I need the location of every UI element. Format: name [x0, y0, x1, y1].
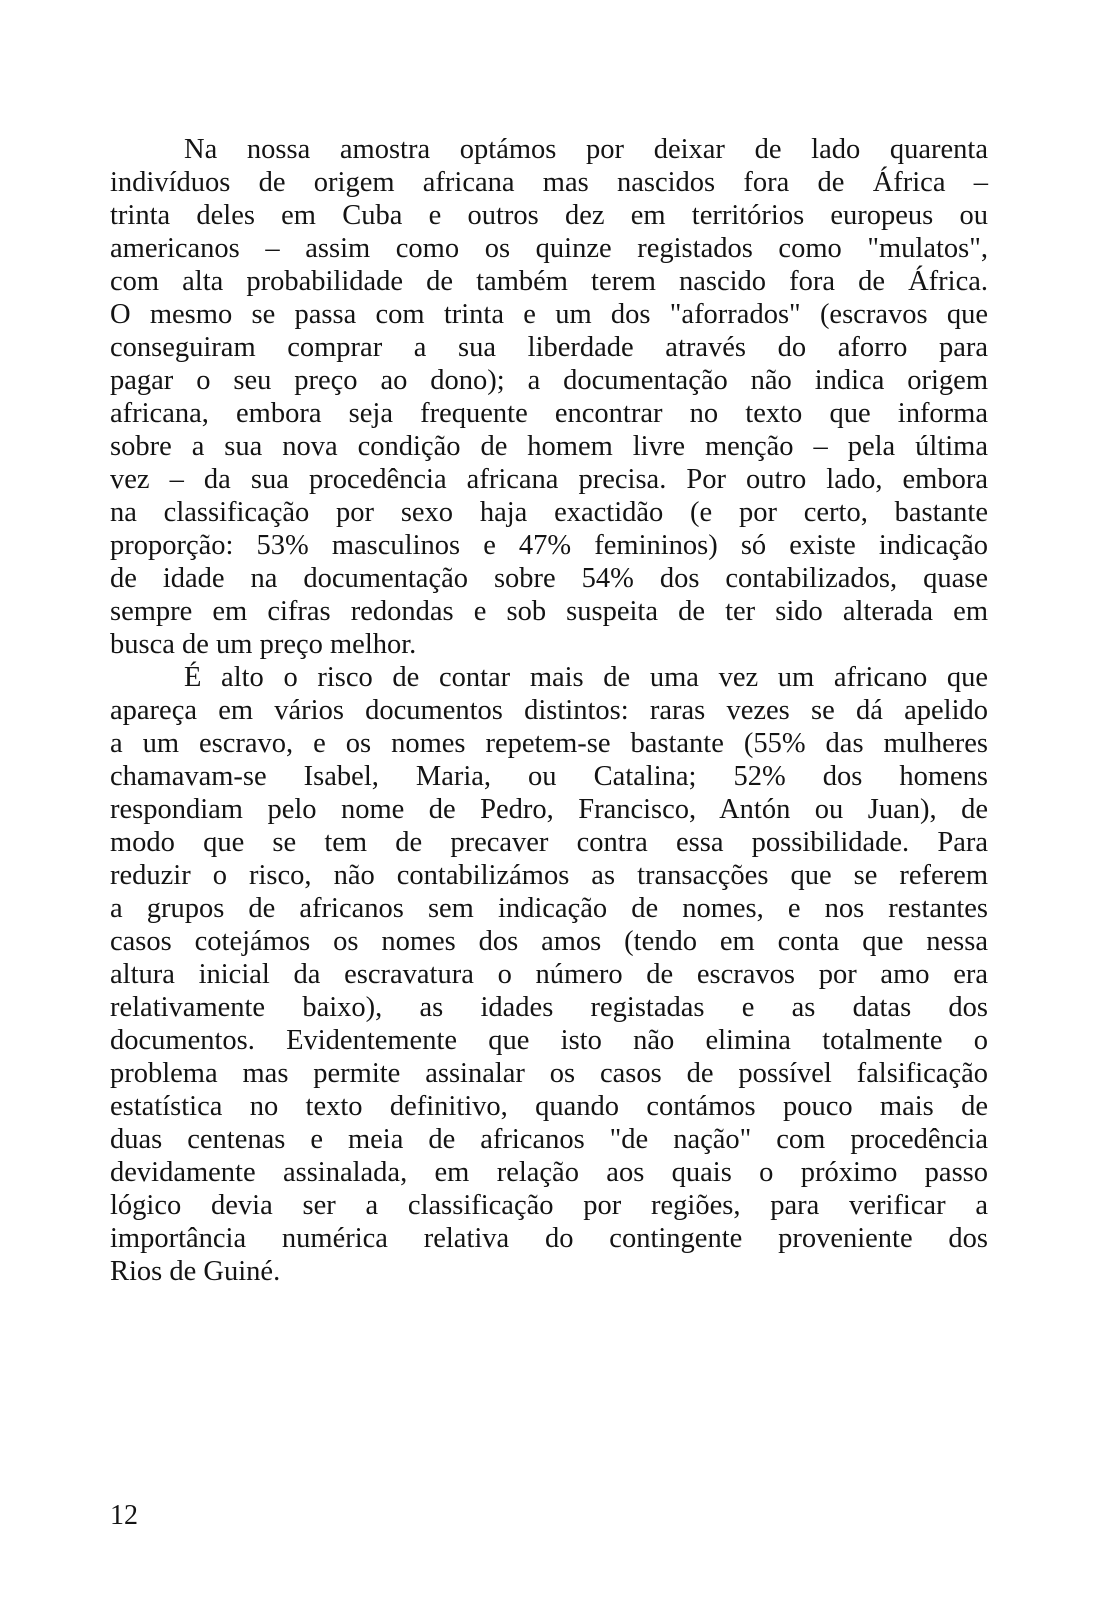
text-line: a grupos de africanos sem indicação de nomes, e nos restantes: [110, 893, 988, 924]
paragraph-1: [110, 133, 988, 661]
text-line: sobre a sua nova condição de homem livre menção – pela última: [110, 431, 988, 462]
paragraph-2: [110, 661, 988, 1288]
text-line: busca de um preço melhor.: [110, 629, 417, 660]
text-line: documentos. Evidentemente que isto não elimina totalmente o: [110, 1025, 988, 1056]
text-line: com alta probabilidade de também terem nascido fora de África.: [110, 266, 988, 297]
text-line: problema mas permite assinalar os casos de possível falsificação: [110, 1058, 988, 1089]
text-line: importância numérica relativa do contingente proveniente dos: [110, 1223, 988, 1254]
text-line: casos cotejámos os nomes dos amos (tendo em conta que nessa: [110, 926, 988, 957]
text-line: Na nossa amostra optámos por deixar de lado quarenta: [184, 134, 988, 165]
text-line: vez – da sua procedência africana precisa. Por outro lado, embora: [110, 464, 988, 495]
text-line: de idade na documentação sobre 54% dos contabilizados, quase: [110, 563, 988, 594]
text-line: trinta deles em Cuba e outros dez em territórios europeus ou: [110, 200, 988, 231]
body-text: [110, 133, 988, 1288]
text-line: proporção: 53% masculinos e 47% femininos) só existe indicação: [110, 530, 988, 561]
text-line: chamavam-se Isabel, Maria, ou Catalina; 52% dos homens: [110, 761, 988, 792]
text-line: modo que se tem de precaver contra essa possibilidade. Para: [110, 827, 988, 858]
text-line: apareça em vários documentos distintos: raras vezes se dá apelido: [110, 695, 988, 726]
text-line: Rios de Guiné.: [110, 1256, 281, 1287]
text-line: conseguiram comprar a sua liberdade através do aforro para: [110, 332, 988, 363]
text-line: africana, embora seja frequente encontrar no texto que informa: [110, 398, 988, 429]
text-line: respondiam pelo nome de Pedro, Francisco, Antón ou Juan), de: [110, 794, 988, 825]
text-line: lógico devia ser a classificação por regiões, para verificar a: [110, 1190, 988, 1221]
text-line: estatística no texto definitivo, quando contámos pouco mais de: [110, 1091, 988, 1122]
text-line: a um escravo, e os nomes repetem-se bastante (55% das mulheres: [110, 728, 988, 759]
text-line: pagar o seu preço ao dono); a documentação não indica origem: [110, 365, 988, 396]
text-line: sempre em cifras redondas e sob suspeita de ter sido alterada em: [110, 596, 988, 627]
text-line: devidamente assinalada, em relação aos quais o próximo passo: [110, 1157, 988, 1188]
text-line: reduzir o risco, não contabilizámos as transacções que se referem: [110, 860, 988, 891]
text-line: duas centenas e meia de africanos "de nação" com procedência: [110, 1124, 988, 1155]
text-line: americanos – assim como os quinze registados como "mulatos",: [110, 233, 988, 264]
text-line: relativamente baixo), as idades registadas e as datas dos: [110, 992, 988, 1023]
text-line: indivíduos de origem africana mas nascidos fora de África –: [110, 167, 988, 198]
text-line: na classificação por sexo haja exactidão (e por certo, bastante: [110, 497, 988, 528]
page-number: 12: [110, 1500, 138, 1531]
text-line: altura inicial da escravatura o número de escravos por amo era: [110, 959, 988, 990]
text-line: É alto o risco de contar mais de uma vez um africano que: [184, 662, 988, 693]
text-line: O mesmo se passa com trinta e um dos "aforrados" (escravos que: [110, 299, 988, 330]
